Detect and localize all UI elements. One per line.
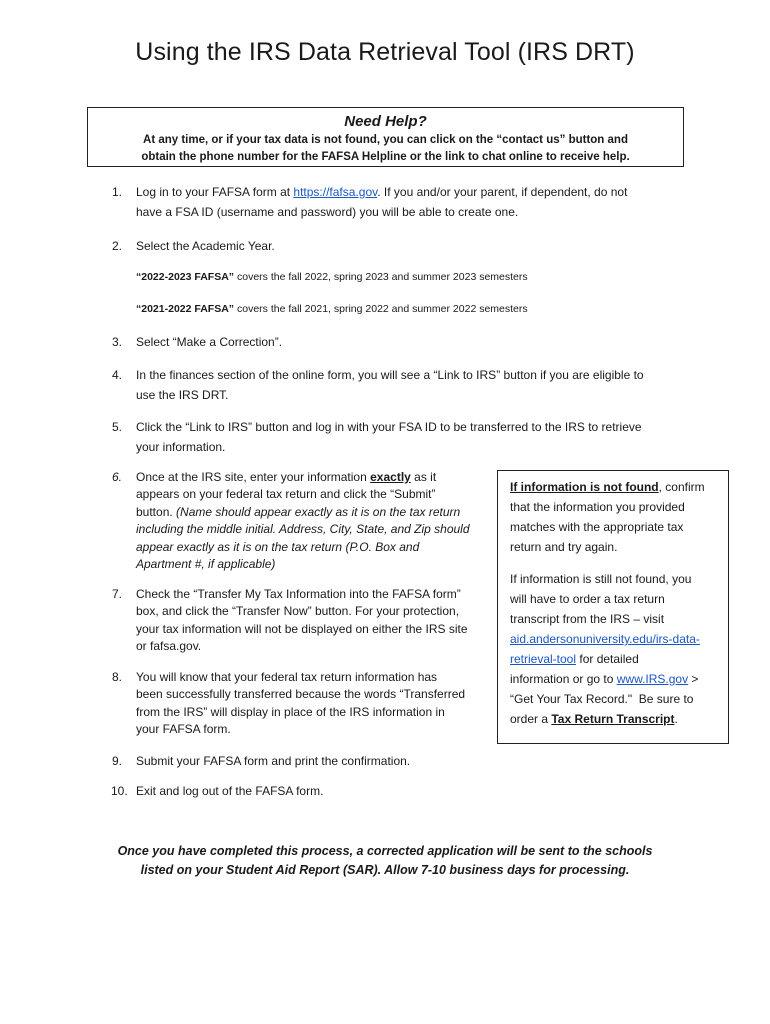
fafsa-link[interactable]: https://fafsa.gov [293,185,378,199]
step-number: 8. [112,670,123,684]
step-text: or fafsa.gov. [136,639,202,654]
side-text: > [688,672,699,686]
step-number: 7. [112,587,123,601]
year-option-2022-2023 [136,270,528,284]
step-number: 5. [112,420,123,434]
step-number: 6. [112,470,123,484]
year-description: covers the fall 2021, spring 2022 and summer 2022 semesters [234,303,528,315]
step-text: Select “Make a Correction”. [136,335,283,349]
side-text: order a [510,712,552,726]
year-description: covers the fall 2022, spring 2023 and summer 2023 semesters [234,271,528,283]
step-text: You will know that your federal tax return information has [136,670,438,684]
step-text: box, and click the “Transfer Now” button. For your protection, [136,604,460,619]
step-text: Select the Academic Year. [136,239,275,253]
help-line-1: At any time, or if your tax data is not found, you can click on the “contact us” button and [143,134,628,146]
emphasis-exactly: exactly [370,470,411,484]
step-text: Log in to your FAFSA form at [136,185,294,199]
side-text: , confirm [658,480,705,494]
side-text: return and try again. [510,540,618,554]
step-note: Apartment #, if applicable) [136,557,276,572]
footer-note [0,842,770,880]
help-body [88,132,683,166]
step-text: use the IRS DRT. [136,388,229,402]
year-label: “2021-2022 FAFSA” [136,303,235,315]
step-text: Click the “Link to IRS” button and log in with your FSA ID to be transferred to the IRS to retrieve [136,420,642,434]
step-text: Submit your FAFSA form and print the confirmation. [136,754,411,768]
side-text: . [674,712,678,726]
irs-gov-link[interactable]: www.IRS.gov [616,672,689,686]
step-note: appear exactly as it is on the tax return (P.O. Box and [136,539,420,554]
year-label: “2022-2023 FAFSA” [136,271,235,283]
step-text: your information. [136,440,226,454]
step-number: 10. [111,784,128,798]
step-note: including the middle initial. Address, City, State, and Zip should [136,522,470,537]
help-box [87,107,684,167]
step-text: Once at the IRS site, enter your information [136,470,371,484]
year-option-2021-2022 [136,302,528,316]
step-text: Check the “Transfer My Tax Information into the FAFSA form” [136,587,461,601]
irs-data-retrieval-link[interactable]: retrieval-tool [510,652,577,666]
footer-line-2: listed on your Student Aid Report (SAR). Allow 7-10 business days for processing. [140,863,630,877]
step-text: your tax information will not be displayed on either the IRS site [136,621,468,636]
step-text: button. [136,504,177,519]
irs-data-retrieval-link[interactable]: aid.andersonuniversity.edu/irs-data- [510,632,700,646]
side-text: transcript from the IRS – visit [510,612,665,626]
help-line-2: obtain the phone number for the FAFSA Helpline or the link to chat online to receive help. [141,151,630,163]
side-text: matches with the appropriate tax [510,520,684,534]
step-text: from the IRS” will display in place of the IRS information in [136,704,445,719]
step-number: 3. [112,335,123,349]
step-note: (Name should appear exactly as it is on the tax return [176,504,461,519]
page-title: Using the IRS Data Retrieval Tool (IRS DRT) [135,38,635,66]
side-text: If information is still not found, you [510,572,692,586]
step-text: appears on your federal tax return and click the “Submit” [136,487,436,502]
footer-line-1: Once you have completed this process, a corrected application will be sent to the schools [117,844,653,858]
step-number: 1. [112,185,123,199]
step-number: 4. [112,368,123,382]
step-text: Exit and log out of the FAFSA form. [136,784,324,798]
step-text: . If you and/or your parent, if dependent, do not [377,185,628,199]
side-text: will have to order a tax return [510,592,665,606]
not-found-box [497,470,729,744]
step-text: have a FSA ID (username and password) you will be able to create one. [136,205,519,219]
not-found-heading: If information is not found [510,480,659,494]
side-text: that the information you provided [510,500,685,514]
side-text: information or go to [510,672,617,686]
side-text: for detailed [576,652,639,666]
step-text: as it [410,470,437,484]
step-text: In the finances section of the online form, you will see a “Link to IRS” button if you are eligible to [136,368,644,382]
side-text: “Get Your Tax Record." Be sure to [510,692,694,706]
step-number: 9. [112,754,123,768]
tax-return-transcript-label: Tax Return Transcript [551,712,675,726]
help-heading: Need Help? [344,113,427,130]
step-number: 2. [112,239,123,253]
step-text: been successfully transferred because the words “Transferred [136,687,466,702]
step-text: your FAFSA form. [136,722,231,737]
